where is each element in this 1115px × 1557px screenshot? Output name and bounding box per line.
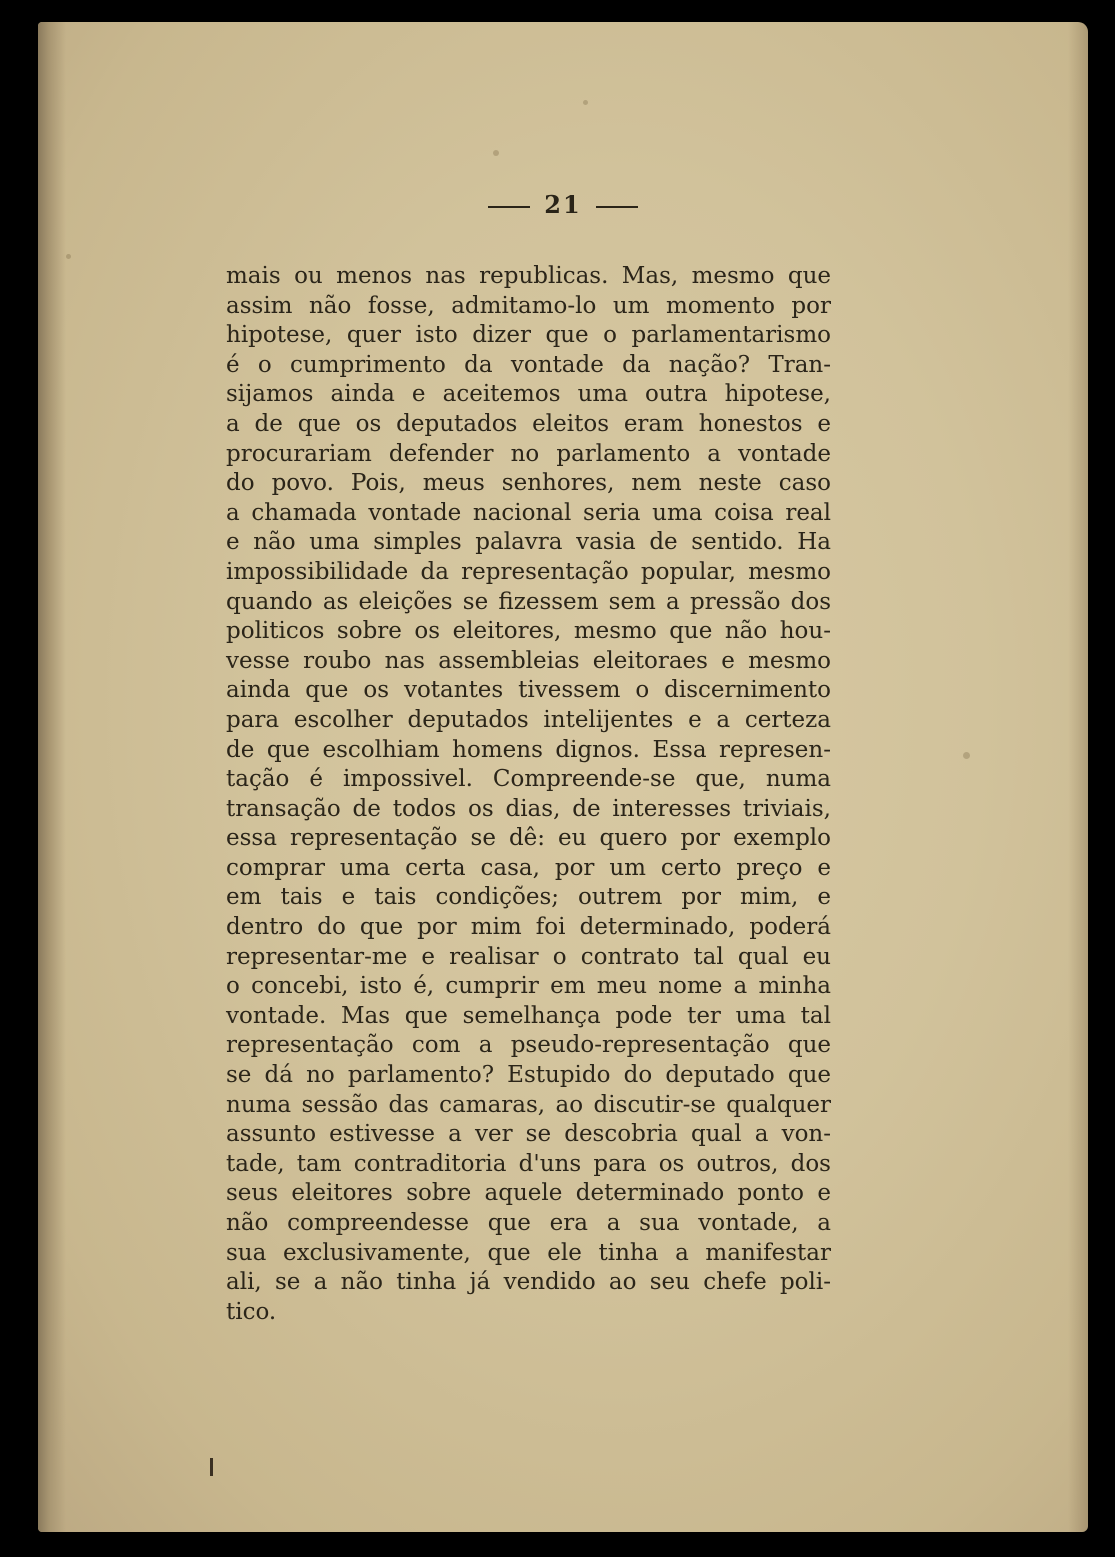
text-line: representação com a pseudo-representação que (226, 1032, 831, 1059)
text-line: a de que os deputados eleitos eram honestos e (226, 410, 831, 437)
text-line: comprar uma certa casa, por um certo preço e (226, 854, 831, 881)
text-line: vontade. Mas que semelhança pode ter uma tal (226, 1002, 831, 1029)
paper-spot (493, 150, 499, 156)
text-line: essa representação se dê: eu quero por exemplo (226, 825, 831, 852)
page-header (38, 190, 1088, 219)
text-line: transação de todos os dias, de interesses triviais, (226, 795, 831, 822)
text-line: para escolher deputados intelijentes e a certeza (226, 706, 831, 733)
header-dash-right (596, 206, 638, 208)
text-line: numa sessão das camaras, ao discutir-se qualquer (226, 1091, 831, 1118)
header-dash-left (488, 206, 530, 208)
text-line: hipotese, quer isto dizer que o parlamentarismo (226, 322, 831, 349)
text-line: impossibilidade da representação popular, mesmo (226, 558, 831, 585)
text-line: tação é impossivel. Compreende-se que, numa (226, 766, 831, 793)
text-line: e não uma simples palavra vasia de sentido. Ha (226, 529, 831, 556)
text-line: assunto estivesse a ver se descobria qual a von- (226, 1121, 831, 1148)
text-line: o concebi, isto é, cumprir em meu nome a minha (226, 973, 831, 1000)
text-line: representar-me e realisar o contrato tal qual eu (226, 943, 831, 970)
paper-spot (963, 752, 970, 759)
text-line: vesse roubo nas assembleias eleitoraes e mesmo (226, 647, 831, 674)
book-page (38, 22, 1088, 1532)
text-line: procurariam defender no parlamento a vontade (226, 440, 831, 467)
text-line: é o cumprimento da vontade da nação? Tran- (226, 351, 831, 378)
text-line: ali, se a não tinha já vendido ao seu chefe poli- (226, 1269, 831, 1296)
page-number: 21 (544, 190, 582, 219)
text-line: do povo. Pois, meus senhores, nem neste caso (226, 470, 831, 497)
text-line: não compreendesse que era a sua vontade, a (226, 1210, 831, 1236)
text-line: quando as eleições se fizessem sem a pressão dos (226, 588, 831, 615)
body-text (226, 262, 831, 1327)
paper-spot (66, 254, 71, 259)
print-mark (210, 1458, 213, 1476)
page-gutter (38, 22, 66, 1532)
text-line: ainda que os votantes tivessem o discernimento (226, 677, 831, 704)
text-line: tade, tam contraditoria d'uns para os outros, dos (226, 1150, 831, 1177)
text-line: tico. (226, 1298, 277, 1325)
text-line: mais ou menos nas republicas. Mas, mesmo que (226, 263, 831, 289)
text-line: sua exclusivamente, que ele tinha a manifestar (226, 1239, 831, 1266)
text-line: de que escolhiam homens dignos. Essa represen- (226, 736, 831, 763)
text-line: politicos sobre os eleitores, mesmo que não hou- (226, 618, 831, 645)
page-edge-shade (1068, 22, 1088, 1532)
text-line: a chamada vontade nacional seria uma coisa real (226, 499, 831, 526)
text-line: assim não fosse, admitamo-lo um momento por (226, 292, 831, 319)
paper-spot (583, 100, 588, 105)
text-line: sijamos ainda e aceitemos uma outra hipotese, (226, 381, 831, 408)
text-line: seus eleitores sobre aquele determinado ponto e (226, 1180, 831, 1207)
text-line: se dá no parlamento? Estupido do deputado que (226, 1062, 831, 1089)
text-line: em tais e tais condições; outrem por mim, e (226, 884, 831, 911)
text-line: dentro do que por mim foi determinado, poderá (226, 914, 831, 941)
